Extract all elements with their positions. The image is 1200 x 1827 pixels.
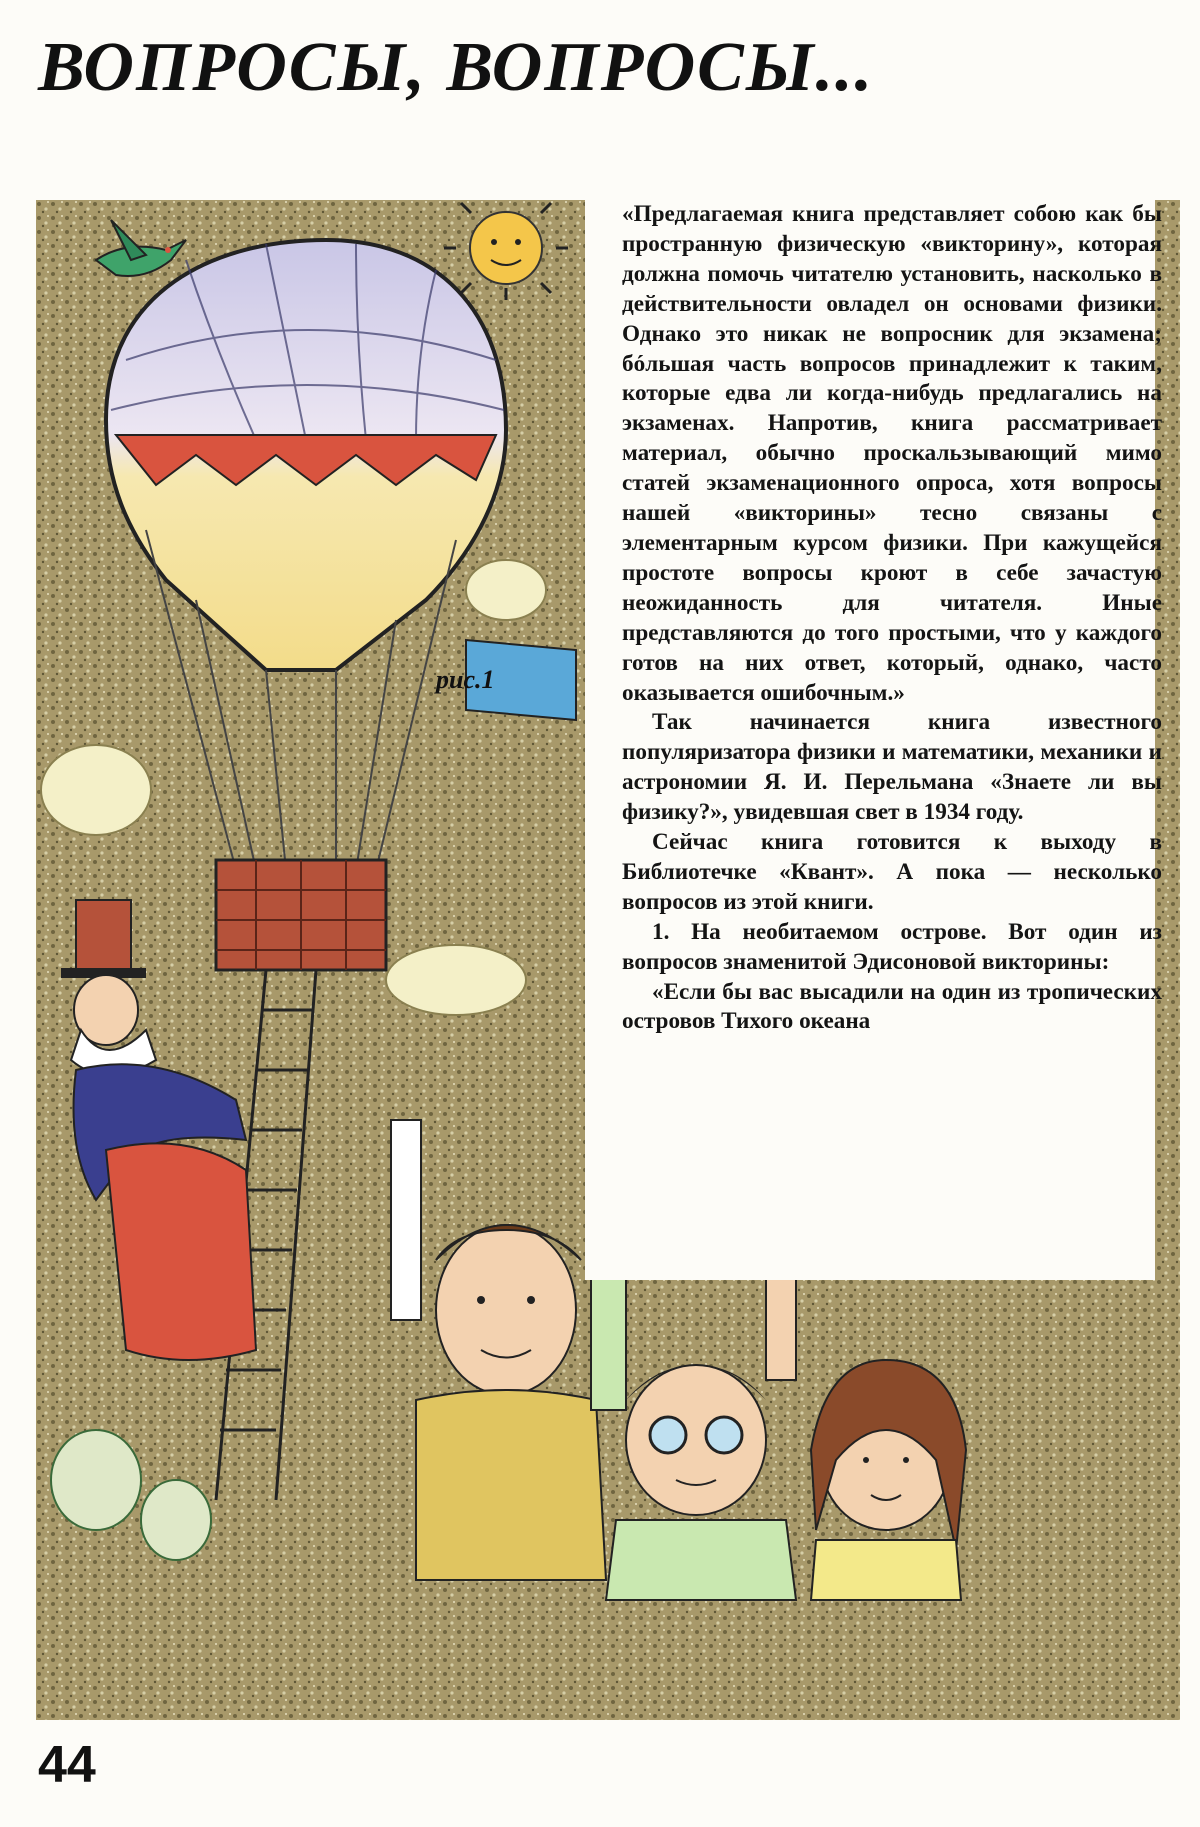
figure-label: рис.1	[436, 665, 495, 694]
article-paragraph: Так начинается книга известного популяризатора физики и математики, механики и астрономии Я. И. Перельмана «Знаете ли вы физику?», увидевшая свет в 1934 году.	[622, 709, 1162, 826]
article-paragraph: Сейчас книга готовится к выходу в Библиотечке «Квант». А пока — несколько вопросов из этой книги.	[622, 829, 1162, 915]
question-intro: Вот один из вопросов знаменитой Эдисоновой викторины:	[622, 918, 1162, 975]
question-heading: 1. На необитаемом острове.	[652, 918, 987, 945]
article-paragraph: «Предлагаемая книга представляет собою как бы пространную физическую «викторину», которая должна помочь читателю установить, насколько в действительности овладел он основами физики. Однако это никак не вопросник для экзамена; бóльшая часть вопросов принадлежит к таким, которые едва ли когда-нибудь предлагались на экзаменах. Напротив, книга рассматривает материал, обычно проскальзывающий мимо статей экзаменационного опроса, хотя вопросы нашей «викторины» тесно связаны с элементарным курсом физики. При кажущейся простоте вопросы кроют в себе зачастую неожиданность для читателя. Иные представляются до того простыми, что у каждого готов на них ответ, который, однако, часто оказывается ошибочным.»	[622, 201, 1162, 706]
page-title: ВОПРОСЫ, ВОПРОСЫ...	[38, 29, 875, 106]
article-column	[622, 200, 1162, 1037]
article-paragraph: «Если бы вас высадили на один из тропических островов Тихого океана	[622, 978, 1162, 1035]
page-number: 44	[38, 1736, 96, 1794]
article-paragraph	[622, 918, 1162, 978]
